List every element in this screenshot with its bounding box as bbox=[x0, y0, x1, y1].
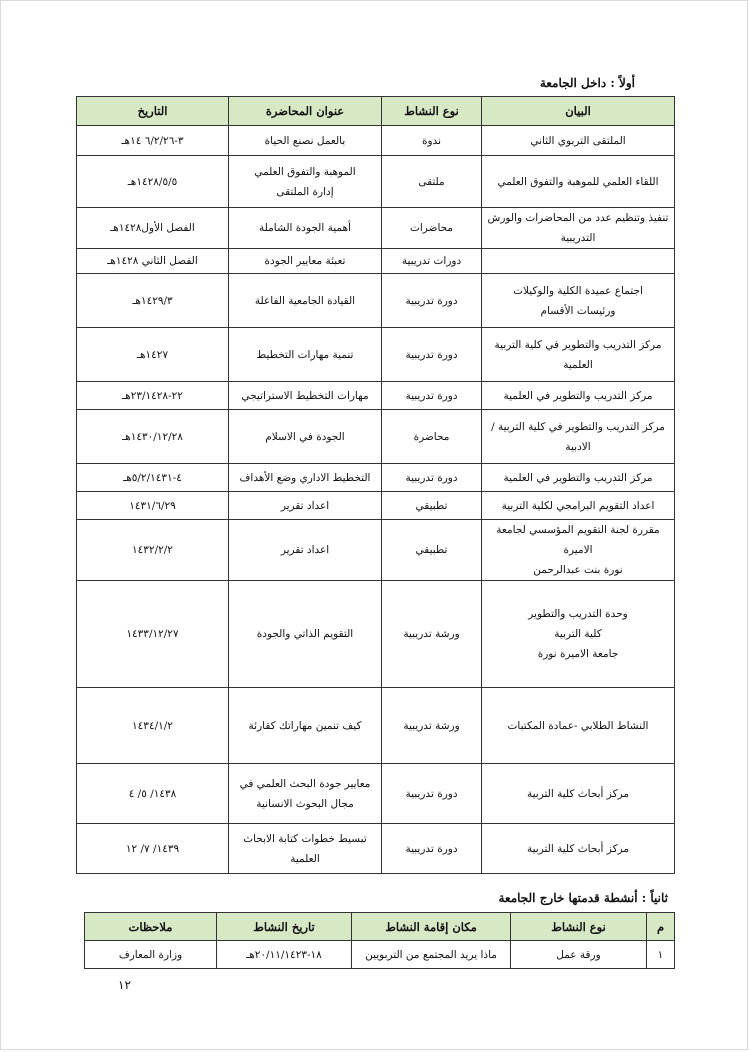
cell-statement bbox=[482, 274, 675, 328]
table-row bbox=[85, 941, 675, 969]
cell-lecture-title-line: اعداد تقرير bbox=[280, 544, 330, 556]
cell-date-line: ٤-٥/٢/١٤٣١هـ bbox=[123, 471, 182, 484]
cell-date-line: ١٤٢٨/٥/٥هـ bbox=[127, 175, 178, 188]
cell-date-line: ١٤٢٩/٣هـ bbox=[132, 294, 173, 307]
cell-activity-type bbox=[382, 328, 482, 382]
cell-statement bbox=[482, 464, 675, 492]
cell-activity-type-line: ورشة تدريبية bbox=[403, 628, 460, 640]
cell-date bbox=[77, 249, 229, 274]
cell-lecture-title-line: الموهبة والتفوق العلمي bbox=[254, 165, 356, 178]
cell-activity-type-line: ورشة تدريبية bbox=[403, 719, 460, 732]
cell-statement-line: الادبية bbox=[565, 440, 591, 453]
cell-date-line: ١٤٣٢/٢/٢ bbox=[132, 544, 173, 556]
cell-lecture-title-line: بالعمل نصنع الحياة bbox=[264, 134, 346, 147]
cell-date bbox=[77, 824, 229, 874]
cell-statement bbox=[482, 156, 675, 208]
cell-date-line: ١٤٣٤/١/٢ bbox=[132, 719, 173, 732]
cell-activity-type-line: محاضرات bbox=[409, 222, 454, 234]
cell-activity-type-line: محاضرة bbox=[413, 430, 450, 443]
cell-lecture-title bbox=[229, 328, 382, 382]
cell-statement-line: اعداد التقويم البرامجي لكلية التربية bbox=[501, 499, 655, 512]
cell-date-line: ١٤٣١/٦/٢٩ bbox=[129, 499, 176, 512]
cell-activity-type bbox=[382, 581, 482, 688]
cell-activity-type-line: ملتقى bbox=[418, 175, 445, 188]
table-row bbox=[77, 520, 675, 581]
cell-activity-date: ١٨-٢٠/١١/١٤٢٣هـ bbox=[217, 941, 352, 969]
cell-statement bbox=[482, 382, 675, 410]
header-date: التاريخ bbox=[77, 97, 229, 126]
cell-activity-type-line: ندوة bbox=[421, 134, 441, 147]
table-row bbox=[77, 274, 675, 328]
cell-activity-type bbox=[382, 208, 482, 249]
table-row bbox=[77, 464, 675, 492]
cell-statement-line: مركز التدريب والتطوير في كلية التربية bbox=[494, 338, 662, 351]
table-header-row bbox=[77, 97, 675, 126]
cell-activity-type bbox=[382, 156, 482, 208]
cell-date-line: ١٤٣٣/١٢/٢٧ bbox=[126, 628, 179, 640]
cell-lecture-title bbox=[229, 208, 382, 249]
table-row bbox=[77, 382, 675, 410]
cell-date bbox=[77, 328, 229, 382]
cell-lecture-title bbox=[229, 520, 382, 581]
activities-outside-table bbox=[84, 912, 675, 969]
cell-statement-line: جامعة الاميرة نورة bbox=[537, 648, 619, 660]
cell-date-line: ١٤٣٩/ ٧/ ١٢ bbox=[125, 842, 180, 855]
cell-statement-line: وحدة التدريب والتطوير bbox=[528, 608, 628, 620]
cell-activity-type bbox=[382, 382, 482, 410]
cell-lecture-title-line: إدارة الملتقى bbox=[276, 185, 334, 198]
cell-lecture-title-line: القيادة الجامعية الفاعلة bbox=[254, 294, 356, 307]
cell-date-line: ١٤٢٧هـ bbox=[136, 348, 169, 361]
cell-date bbox=[77, 520, 229, 581]
cell-lecture-title-line: كيف تنمين مهاراتك كقارئة bbox=[248, 719, 362, 732]
cell-statement-line: التدريبية bbox=[560, 232, 596, 244]
cell-statement-line: الملتقى التربوي الثاني bbox=[530, 134, 626, 147]
cell-lecture-title-line: التخطيط الاداري وضع الأهداف bbox=[239, 471, 371, 484]
cell-date-line: ١٤٣٠/١٢/٢٨هـ bbox=[122, 430, 183, 443]
cell-lecture-title bbox=[229, 274, 382, 328]
cell-activity-type bbox=[382, 764, 482, 824]
cell-activity-type: ورقة عمل bbox=[511, 941, 647, 969]
header-lecture-title: عنوان المحاضرة bbox=[229, 97, 382, 126]
cell-lecture-title-line: معايير جودة البحث العلمي في bbox=[239, 777, 371, 790]
cell-lecture-title bbox=[229, 464, 382, 492]
cell-statement bbox=[482, 249, 675, 274]
header-notes: ملاحظات bbox=[85, 913, 217, 941]
cell-statement-line: مركز أبحاث كلية التربية bbox=[527, 842, 629, 855]
cell-statement bbox=[482, 410, 675, 464]
cell-statement bbox=[482, 328, 675, 382]
cell-activity-type bbox=[382, 464, 482, 492]
cell-lecture-title-line: التقويم الذاتي والجودة bbox=[256, 628, 354, 640]
cell-lecture-title bbox=[229, 764, 382, 824]
cell-date bbox=[77, 410, 229, 464]
cell-date bbox=[77, 581, 229, 688]
cell-statement bbox=[482, 520, 675, 581]
section-title-inside-university: أولاً : داخل الجامعة bbox=[539, 76, 635, 90]
cell-date-line: الفصل الأول١٤٢٨هـ bbox=[110, 222, 195, 234]
cell-statement-line: اجتماع عميدة الكلية والوكيلات bbox=[513, 284, 643, 297]
cell-activity-place: ماذا يريد المجتمع من التربويين bbox=[352, 941, 511, 969]
cell-lecture-title-line: الجودة في الاسلام bbox=[265, 430, 345, 443]
cell-activity-type-line: دورة تدريبية bbox=[405, 471, 458, 484]
cell-date bbox=[77, 764, 229, 824]
cell-statement-line: مركز التدريب والتطوير في العلمية bbox=[503, 389, 653, 402]
cell-lecture-title bbox=[229, 824, 382, 874]
cell-activity-type bbox=[382, 274, 482, 328]
page-number: ١٢ bbox=[118, 978, 131, 992]
cell-activity-type bbox=[382, 688, 482, 764]
cell-statement bbox=[482, 581, 675, 688]
cell-statement-line: مركز التدريب والتطوير في كلية التربية / bbox=[491, 420, 665, 433]
table-header-row bbox=[85, 913, 675, 941]
cell-lecture-title-line: تعبئة معايير الجودة bbox=[264, 255, 346, 267]
cell-date-line: ٢٢-٢٣/١٤٢٨هـ bbox=[122, 389, 183, 402]
cell-notes: وزارة المعارف bbox=[85, 941, 217, 969]
cell-date-line: ١٤٣٨/ ٥/ ٤ bbox=[128, 787, 177, 800]
cell-date bbox=[77, 464, 229, 492]
cell-date bbox=[77, 126, 229, 156]
cell-date bbox=[77, 274, 229, 328]
cell-activity-type-line: تطبيقي bbox=[415, 544, 448, 556]
activities-inside-table bbox=[76, 96, 675, 874]
header-activity-type: نوع النشاط bbox=[382, 97, 482, 126]
cell-activity-type bbox=[382, 410, 482, 464]
cell-statement-line: مقررة لجنة التقويم المؤسسي لجامعة الاميرة bbox=[496, 524, 660, 556]
cell-lecture-title bbox=[229, 126, 382, 156]
header-activity-date: تاريخ النشاط bbox=[217, 913, 352, 941]
cell-date-line: الفصل الثاني ١٤٢٨هـ bbox=[107, 255, 198, 267]
cell-date bbox=[77, 492, 229, 520]
cell-date bbox=[77, 156, 229, 208]
table-row bbox=[77, 492, 675, 520]
cell-activity-type-line: دورة تدريبية bbox=[405, 294, 458, 307]
cell-activity-type-line: دورة تدريبية bbox=[405, 348, 458, 361]
cell-statement-line: مركز أبحاث كلية التربية bbox=[527, 787, 629, 800]
cell-activity-type-line: دورة تدريبية bbox=[405, 787, 458, 800]
cell-lecture-title bbox=[229, 581, 382, 688]
header-number: م bbox=[647, 913, 675, 941]
table-row bbox=[77, 126, 675, 156]
table-row bbox=[77, 410, 675, 464]
cell-statement bbox=[482, 126, 675, 156]
table-row bbox=[77, 764, 675, 824]
cell-statement-line: ورئيسات الأقسام bbox=[540, 304, 616, 317]
table-row bbox=[77, 328, 675, 382]
cell-lecture-title bbox=[229, 249, 382, 274]
table-row bbox=[77, 156, 675, 208]
cell-lecture-title-line: تبسيط خطوات كتابة الابحاث bbox=[243, 832, 367, 845]
cell-activity-type-line: دورات تدريبية bbox=[401, 255, 462, 267]
cell-statement bbox=[482, 492, 675, 520]
cell-lecture-title bbox=[229, 382, 382, 410]
cell-activity-type-line: دورة تدريبية bbox=[405, 389, 458, 402]
header-activity-type: نوع النشاط bbox=[511, 913, 647, 941]
cell-statement-line: مركز التدريب والتطوير في العلمية bbox=[503, 471, 653, 484]
cell-statement-line: اللقاء العلمي للموهبة والتفوق العلمي bbox=[497, 175, 659, 188]
cell-number: ١ bbox=[647, 941, 675, 969]
cell-statement bbox=[482, 208, 675, 249]
cell-lecture-title-line: اعداد تقرير bbox=[280, 499, 330, 512]
cell-activity-type-line: دورة تدريبية bbox=[405, 842, 458, 855]
cell-activity-type bbox=[382, 249, 482, 274]
cell-date bbox=[77, 688, 229, 764]
cell-statement bbox=[482, 824, 675, 874]
cell-statement-line: النشاط الطلابي -عمادة المكتبات bbox=[507, 719, 649, 732]
cell-statement-line: تنفيذ وتنظيم عدد من المحاضرات والورش bbox=[487, 212, 669, 224]
cell-activity-type-line: تطبيقي bbox=[415, 499, 448, 512]
cell-lecture-title bbox=[229, 492, 382, 520]
cell-statement-line: العلمية bbox=[563, 358, 593, 371]
cell-statement-line: نورة بنت عبدالرحمن bbox=[533, 564, 623, 576]
cell-activity-type bbox=[382, 126, 482, 156]
cell-date bbox=[77, 382, 229, 410]
cell-lecture-title-line: تنمية مهارات التخطيط bbox=[256, 348, 354, 361]
cell-activity-type bbox=[382, 520, 482, 581]
table-row bbox=[77, 208, 675, 249]
cell-activity-type bbox=[382, 492, 482, 520]
cell-lecture-title-line: العلمية bbox=[290, 852, 320, 865]
cell-lecture-title-line: أهمية الجودة الشاملة bbox=[259, 222, 351, 234]
cell-statement-line: كلية التربية bbox=[554, 628, 602, 640]
cell-lecture-title bbox=[229, 410, 382, 464]
header-statement: البيان bbox=[482, 97, 675, 126]
cell-statement bbox=[482, 688, 675, 764]
table-row bbox=[77, 249, 675, 274]
header-activity-place: مكان إقامة النشاط bbox=[352, 913, 511, 941]
cell-lecture-title-line: مهارات التخطيط الاستراتيجي bbox=[241, 389, 369, 402]
table-row bbox=[77, 824, 675, 874]
cell-date-line: ٣-٦/٢/٢٦ ١٤هـ bbox=[121, 134, 184, 147]
table-row bbox=[77, 688, 675, 764]
cell-lecture-title bbox=[229, 688, 382, 764]
cell-statement bbox=[482, 764, 675, 824]
cell-activity-type bbox=[382, 824, 482, 874]
cell-date bbox=[77, 208, 229, 249]
cell-lecture-title-line: مجال البحوث الانسانية bbox=[256, 797, 354, 810]
cell-lecture-title bbox=[229, 156, 382, 208]
table-row bbox=[77, 581, 675, 688]
section-title-outside-university: ثانياً : أنشطة قدمتها خارج الجامعة bbox=[498, 891, 668, 905]
